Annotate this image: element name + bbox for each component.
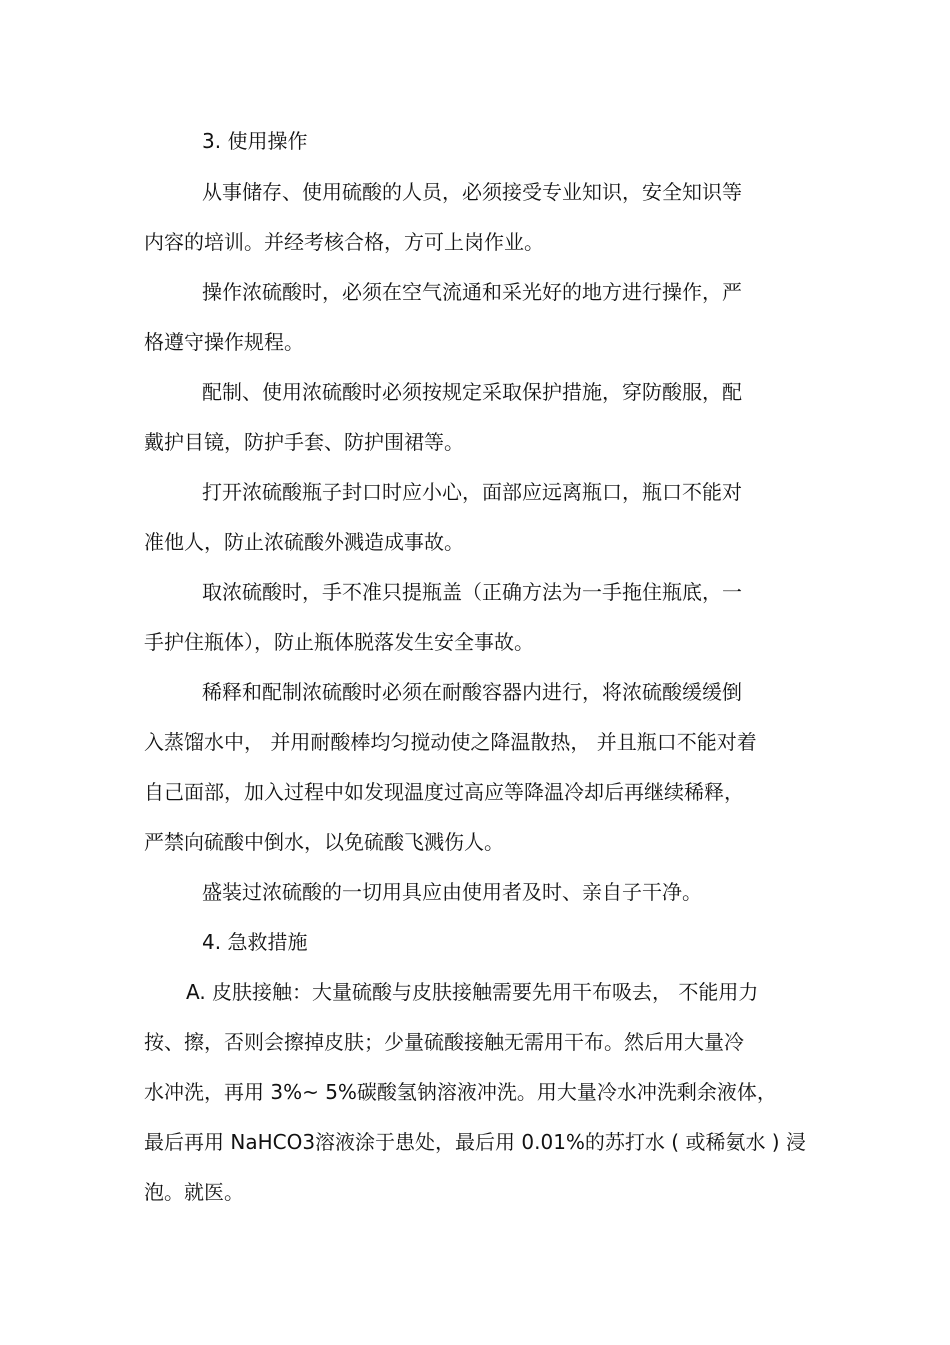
paragraph-line: 内容的培训。并经考核合格，方可上岗作业。 <box>144 230 544 254</box>
paragraph-line: A. 皮肤接触：大量硫酸与皮肤接触需要先用干布吸去， 不能用力 <box>186 980 759 1004</box>
paragraph-line: 从事储存、使用硫酸的人员，必须接受专业知识，安全知识等 <box>202 180 742 204</box>
paragraph-line: 按、擦，否则会擦掉皮肤；少量硫酸接触无需用干布。然后用大量冷 <box>144 1030 744 1054</box>
paragraph-line: 泡。就医。 <box>144 1180 244 1204</box>
paragraph-line: 配制、使用浓硫酸时必须按规定采取保护措施，穿防酸服，配 <box>202 380 742 404</box>
paragraph-line: 严禁向硫酸中倒水，以免硫酸飞溅伤人。 <box>144 830 504 854</box>
paragraph-line: 稀释和配制浓硫酸时必须在耐酸容器内进行，将浓硫酸缓缓倒 <box>202 680 742 704</box>
paragraph-line: 自己面部，加入过程中如发现温度过高应等降温冷却后再继续稀释， <box>144 780 744 804</box>
section-heading-first-aid: 4. 急救措施 <box>202 930 308 954</box>
paragraph-line: 操作浓硫酸时，必须在空气流通和采光好的地方进行操作，严 <box>202 280 742 304</box>
paragraph-line: 格遵守操作规程。 <box>144 330 304 354</box>
paragraph-line: 准他人，防止浓硫酸外溅造成事故。 <box>144 530 464 554</box>
paragraph-line: 手护住瓶体），防止瓶体脱落发生安全事故。 <box>144 630 534 654</box>
paragraph-line: 水冲洗，再用 3%~ 5%碳酸氢钠溶液冲洗。用大量冷水冲洗剩余液体， <box>144 1080 777 1104</box>
paragraph-line: 取浓硫酸时，手不准只提瓶盖（正确方法为一手拖住瓶底，一 <box>202 580 742 604</box>
paragraph-line: 最后再用 NaHCO3溶液涂于患处，最后用 0.01%的苏打水 ( 或稀氨水 ) 浸 <box>144 1130 806 1154</box>
paragraph-line: 戴护目镜，防护手套、防护围裙等。 <box>144 430 464 454</box>
paragraph-line: 入蒸馏水中， 并用耐酸棒均匀搅动使之降温散热， 并且瓶口不能对着 <box>144 730 757 754</box>
paragraph-line: 盛装过浓硫酸的一切用具应由使用者及时、亲自子干净。 <box>202 880 702 904</box>
paragraph-line: 打开浓硫酸瓶子封口时应小心，面部应远离瓶口，瓶口不能对 <box>202 480 742 504</box>
section-heading-usage: 3. 使用操作 <box>202 129 308 153</box>
